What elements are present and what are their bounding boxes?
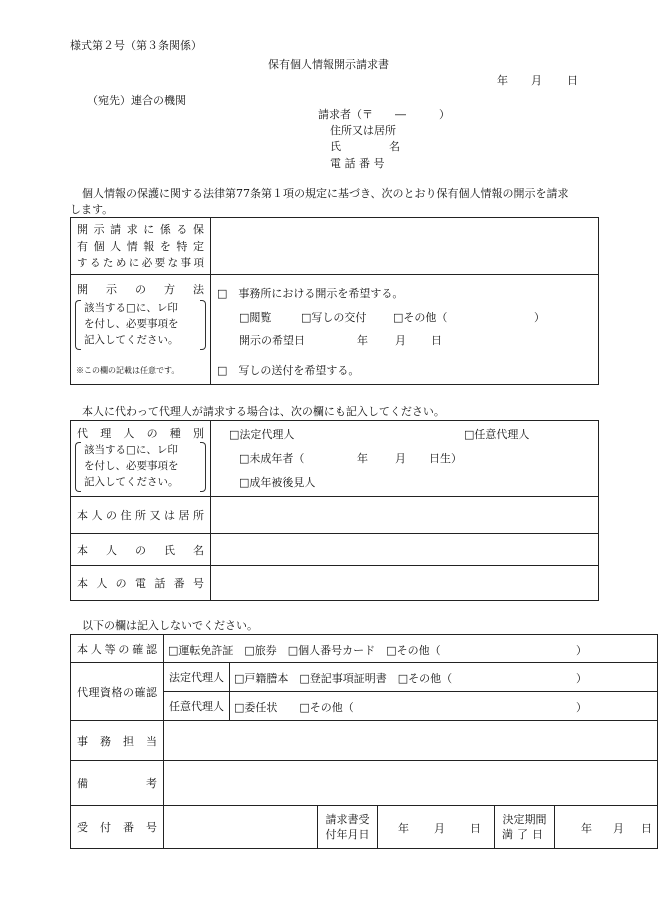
principal-name-label-cell — [71, 534, 211, 566]
minor-birth-day: 日生） — [429, 452, 462, 465]
principal-address-label: 本人の住所又は居所 — [77, 509, 204, 522]
desired-day: 日 — [431, 334, 442, 347]
identity-label-cell — [71, 635, 164, 663]
specify-label-3: するために必要な事項 — [77, 256, 204, 269]
name-label-2: 名 — [389, 140, 400, 153]
method-label-cell — [71, 275, 211, 385]
requester-postal: 請求者（〒 ― ） — [318, 108, 450, 121]
identity-label: 本人等の確認 — [77, 642, 157, 656]
voluntary-agent-label: 任意代理人 — [169, 700, 224, 713]
deadline-label-1: 決定期間 — [502, 813, 547, 826]
bracket-left — [75, 300, 81, 350]
deadline-label-cell — [495, 806, 555, 849]
optional-note: ※この欄の記載は任意です。 — [76, 366, 180, 375]
office-disclosure-option[interactable]: □ 事務所における開示を希望する。 — [217, 287, 404, 300]
staff-label-cell — [71, 721, 164, 761]
deadline-date-cell — [555, 806, 658, 849]
deadline-label-2: 満了日 — [502, 828, 547, 841]
received-year: 年 — [398, 822, 409, 835]
method-bracket-2: を付し、必要事項を — [84, 318, 179, 330]
received-month: 月 — [434, 822, 445, 835]
form-number: 様式第２号（第３条関係） — [70, 39, 202, 52]
principal-phone-input[interactable] — [211, 566, 599, 601]
disclosure-request-table — [70, 217, 599, 385]
legal-agent-label: 法定代理人 — [169, 671, 224, 684]
principal-address-label-cell — [71, 497, 211, 534]
received-date-label-1: 請求書受 — [325, 813, 370, 826]
voluntary-docs-options[interactable]: □委任状 □その他（ — [234, 701, 354, 714]
received-date-label-cell — [318, 806, 378, 849]
mail-copy-option[interactable]: □ 写しの送付を希望する。 — [217, 364, 360, 377]
received-date-label-2: 付年月日 — [325, 828, 370, 841]
voluntary-agent-label-cell — [164, 692, 230, 721]
received-day: 日 — [470, 822, 481, 835]
legal-docs-options[interactable]: □戸籍謄本 □登記事項証明書 □その他（ — [234, 672, 453, 685]
legal-docs-cell — [230, 663, 658, 692]
staff-input[interactable] — [164, 721, 658, 761]
desired-month: 月 — [395, 334, 406, 347]
deadline-year: 年 — [581, 822, 592, 835]
received-date-cell — [378, 806, 495, 849]
agent-bracket-2: を付し、必要事項を — [84, 460, 179, 472]
principal-name-label: 本人の氏名 — [77, 543, 204, 557]
reception-label-cell — [71, 806, 164, 849]
intro-line-1: 個人情報の保護に関する法律第77条第１項の規定に基づき、次のとおり保有個人情報の開示を請求 — [82, 187, 569, 200]
minor-birth-year: 年 — [357, 452, 368, 465]
voluntary-docs-cell — [230, 692, 658, 721]
deadline-month: 月 — [613, 822, 624, 835]
desired-year: 年 — [357, 334, 368, 347]
deadline-day: 日 — [641, 822, 652, 835]
voluntary-agent-checkbox[interactable]: □任意代理人 — [464, 428, 530, 441]
principal-phone-label-cell — [71, 566, 211, 601]
legal-agent-label-cell — [164, 663, 230, 692]
agent-qual-label-cell — [71, 663, 164, 721]
specify-label-2: 有個人情報を特定 — [77, 239, 204, 253]
agent-bracket-1: 該当する□に、レ印 — [84, 444, 178, 456]
agent-type-label-cell — [71, 421, 211, 497]
voluntary-docs-close-paren: ） — [576, 701, 587, 714]
method-bracket-3: 記入してください。 — [84, 334, 179, 346]
method-bracket-1: 該当する□に、レ印 — [84, 302, 178, 314]
office-intro: 以下の欄は記入しないでください。 — [82, 619, 258, 632]
identity-options[interactable]: □運転免許証 □旅券 □個人番号カード □その他（ — [168, 644, 441, 657]
other-method-checkbox[interactable]: □その他（ — [393, 311, 448, 324]
agent-qual-label: 代理資格の確認 — [77, 685, 157, 699]
principal-phone-label: 本人の電話番号 — [77, 577, 204, 590]
agent-type-options-cell — [211, 421, 599, 497]
legal-docs-close-paren: ） — [576, 672, 587, 685]
viewing-checkbox[interactable]: □閲覧 — [239, 311, 272, 324]
legal-agent-checkbox[interactable]: □法定代理人 — [229, 428, 295, 441]
method-label: 開示の方法 — [77, 283, 204, 296]
identity-close-paren: ） — [576, 644, 587, 657]
remarks-label: 備考 — [77, 777, 157, 790]
bracket-right — [200, 300, 206, 350]
intro-line-2: します。 — [70, 203, 114, 216]
name-label-1: 氏 — [330, 140, 341, 153]
office-use-table — [70, 634, 658, 849]
principal-address-input[interactable] — [211, 497, 599, 534]
copy-delivery-checkbox[interactable]: □写しの交付 — [301, 311, 367, 324]
identity-options-cell — [164, 635, 658, 663]
bracket-right — [200, 442, 206, 492]
address-label: 住所又は居所 — [330, 124, 396, 137]
specify-label-1: 開示請求に係る保 — [77, 222, 204, 236]
remarks-input[interactable] — [164, 761, 658, 806]
remarks-label-cell — [71, 761, 164, 806]
agent-table — [70, 420, 599, 601]
bracket-left — [75, 442, 81, 492]
staff-label: 事務担当 — [77, 734, 157, 748]
desired-date-label: 開示の希望日 — [239, 334, 305, 347]
addressee: （宛先）連合の機関 — [87, 94, 186, 107]
date-month: 月 — [531, 74, 542, 87]
principal-name-input[interactable] — [211, 534, 599, 566]
specify-info-input[interactable] — [211, 218, 599, 275]
method-options-cell — [211, 275, 599, 385]
agent-type-label: 代理人の種別 — [77, 427, 204, 440]
other-close-paren: ） — [534, 311, 545, 324]
minor-checkbox[interactable]: □未成年者（ — [239, 452, 305, 465]
agent-intro: 本人に代わって代理人が請求する場合は、次の欄にも記入してください。 — [82, 405, 445, 418]
phone-label: 電 話 番 号 — [330, 157, 385, 170]
reception-number-input[interactable] — [164, 806, 318, 849]
date-day: 日 — [567, 74, 578, 87]
minor-birth-month: 月 — [395, 452, 406, 465]
reception-label: 受付番号 — [77, 821, 157, 834]
form-title: 保有個人情報開示請求書 — [268, 58, 389, 71]
agent-bracket-3: 記入してください。 — [84, 476, 179, 488]
adult-ward-checkbox[interactable]: □成年被後見人 — [239, 476, 316, 489]
date-year: 年 — [497, 74, 508, 87]
specify-info-label-cell — [71, 218, 211, 275]
